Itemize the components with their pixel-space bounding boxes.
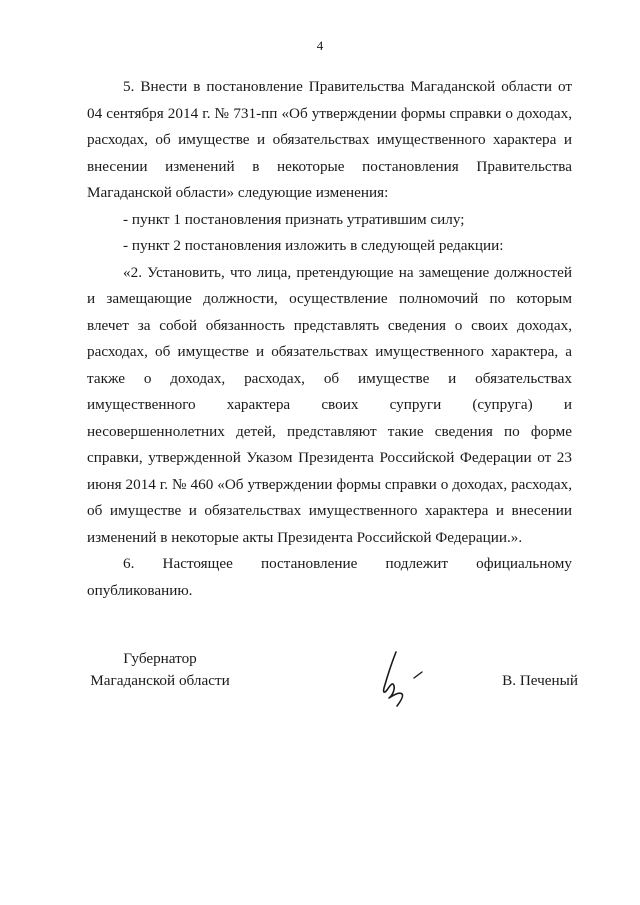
signatory-title-line1: Губернатор — [123, 650, 197, 667]
paragraph-subitem-1: - пункт 1 постановления признать утратившим силу; — [123, 210, 465, 228]
document-body — [87, 74, 572, 604]
paragraph-item-5: 5. Внести в постановление Правительства Магаданской области от 04 сентября 2014 г. № 731-пп «Об утверждении формы справки о доходах, расходах, об имуществе и обязательствах имущественного характера и внесении изменений в некоторые постановления Правительства Магаданской области» следующие изменения: — [87, 78, 572, 201]
handwritten-signature-icon — [362, 648, 442, 712]
paragraph-subitem-2: - пункт 2 постановления изложить в следующей редакции: — [123, 237, 504, 254]
signatory-title — [80, 648, 240, 692]
signatory-name: В. Печеный — [502, 672, 578, 689]
paragraph-quoted-item-2: «2. Установить, что лица, претендующие на замещение должностей и замещающие должности, осуществление полномочий по которым влечет за собой обязанность представлять сведения о своих доходах, расходах, об имуществе и обязательствах имущественного характера, а также о доходах, расходах, об имуществе и обязательствах имущественного характера своих супруги (супруга) и несовершеннолетних детей, представляют такие сведения по форме справки, утвержденной Указом Президента Российской Федерации от 23 июня 2014 г. № 460 «Об утверждении формы справки о доходах, расходах, об имуществе и обязательствах имущественного характера и внесении изменений в некоторые акты Президента Российской Федерации.». — [87, 263, 572, 546]
page-number: 4 — [316, 38, 324, 53]
paragraph-item-6: 6. Настоящее постановление подлежит официальному опубликованию. — [87, 555, 572, 599]
signatory-title-line2: Магаданской области — [90, 672, 230, 689]
signature-block — [0, 648, 640, 728]
